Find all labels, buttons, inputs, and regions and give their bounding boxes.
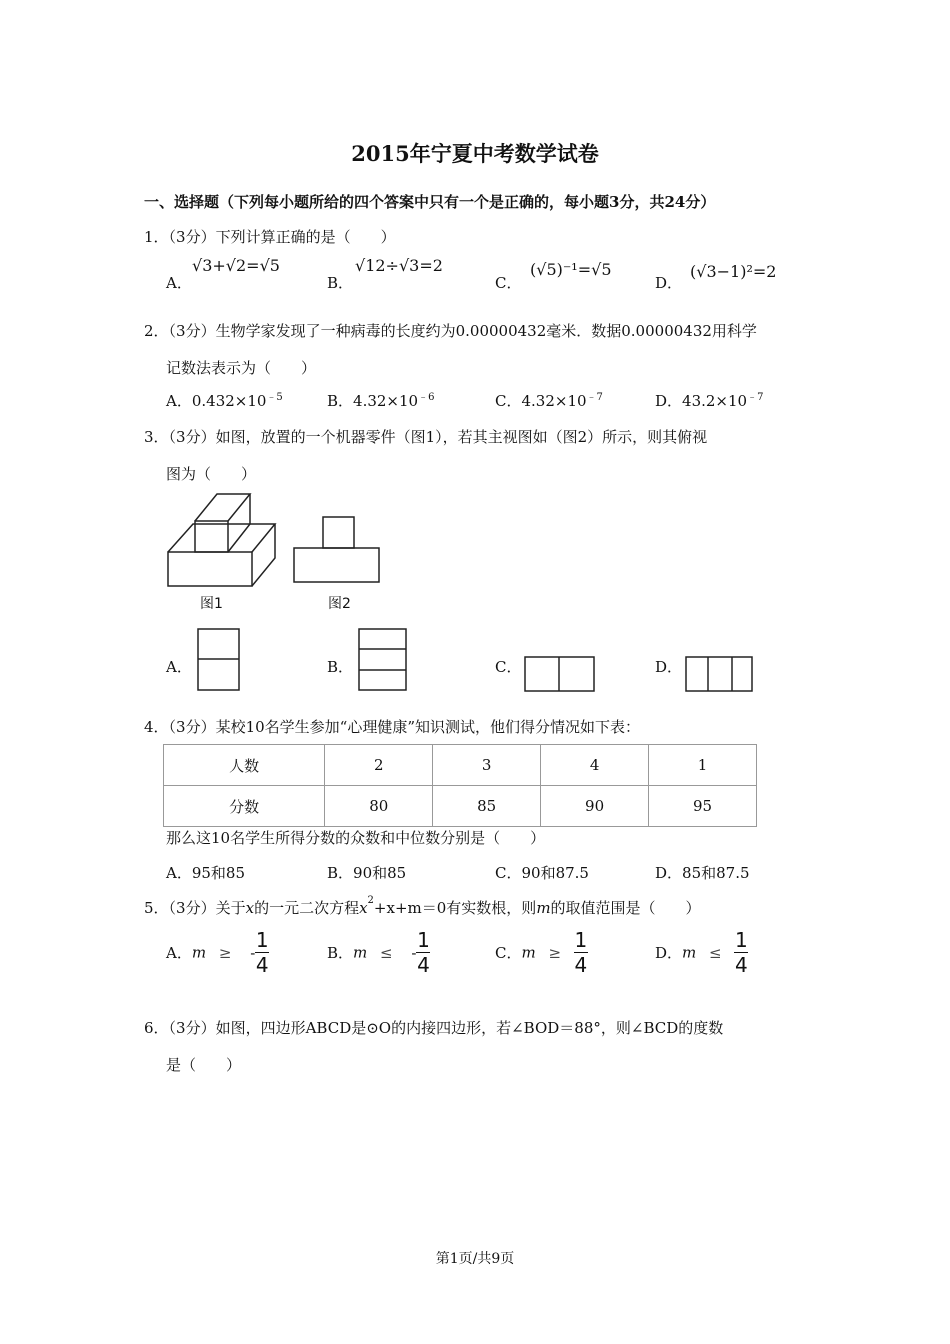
q2-option-d: D．$43.2\times 10^{﹣7}$ (655, 392, 764, 410)
q1-option-a-expr: √3+√2=√5 (192, 256, 280, 275)
section-heading: 一、选择题（下列每小题所给的四个答案中只有一个是正确的，每小题3分，共24分） (144, 193, 716, 211)
q1-option-a-label: A． (166, 274, 192, 292)
q4-option-b: B．90和85 (327, 864, 407, 882)
q5-option-c: C．m ≥ $\frac{1}{4}$ (495, 928, 588, 977)
q5-stem: 5．（3分）关于x的一元二次方程$x^2+x+m=0$有实数根，则m的取值范围是（ ） (144, 895, 701, 917)
q1-option-c-label: C． (495, 274, 522, 292)
q3-option-d-label: D． (655, 658, 683, 676)
q3-option-b-figure (358, 628, 408, 692)
q1-option-b-label: B． (327, 274, 354, 292)
q4-stem: 4．（3分）某校10名学生参加“心理健康”知识测试，他们得分情况如下表： (144, 718, 641, 736)
q1-option-b-expr: √12÷√3=2 (355, 256, 443, 275)
figure-1-machine-part (160, 488, 290, 588)
q4-option-d: D．85和87.5 (655, 864, 750, 882)
q4-question: 那么这10名学生所得分数的众数和中位数分别是（ ） (166, 829, 546, 847)
q2-stem-line1: 2．（3分）生物学家发现了一种病毒的长度约为0.00000432毫米．数据0.00000432用科学 (144, 322, 757, 340)
q3-option-c-label: C． (495, 658, 522, 676)
q3-stem-line2: 图为（ ） (166, 465, 257, 483)
table-cell: 80 (325, 786, 433, 827)
table-cell: 分数 (164, 786, 325, 827)
figure-2-caption: 图2 (328, 596, 351, 612)
q5-option-a: A．m ≥ - $\frac{1}{4}$ (166, 928, 269, 977)
q5-option-d: D．m ≤ $\frac{1}{4}$ (655, 928, 748, 977)
table-cell: 人数 (164, 745, 325, 786)
page-title: 2015年宁夏中考数学试卷 (351, 141, 599, 166)
table-row (164, 786, 757, 827)
q1-option-d-expr: (√3−1)²=2 (690, 262, 777, 281)
table-cell: 4 (541, 745, 649, 786)
table-row (164, 745, 757, 786)
table-cell: 90 (541, 786, 649, 827)
q2-option-c: C．$4.32\times 10^{﹣7}$ (495, 392, 603, 410)
q3-option-b-label: B． (327, 658, 354, 676)
q1-option-d-label: D． (655, 274, 683, 292)
table-cell: 95 (649, 786, 757, 827)
q2-option-b: B．$4.32\times 10^{﹣6}$ (327, 392, 435, 410)
q6-stem-line1: 6．（3分）如图，四边形ABCD是⊙O的内接四边形，若∠BOD＝88°，则∠BCD的度数 (144, 1019, 724, 1037)
q3-option-c-figure (524, 656, 596, 694)
q2-option-a: A．$0.432\times 10^{﹣5}$ (166, 392, 283, 410)
q1-stem: 1．（3分）下列计算正确的是（ ） (144, 228, 396, 246)
q3-option-d-figure (685, 656, 755, 694)
q3-stem-line1: 3．（3分）如图，放置的一个机器零件（图1），若其主视图如（图2）所示，则其俯视 (144, 428, 708, 446)
q3-option-a-label: A． (166, 658, 192, 676)
table-cell: 2 (325, 745, 433, 786)
page-footer: 第1页/共9页 (435, 1251, 515, 1267)
q4-option-c: C．90和87.5 (495, 864, 589, 882)
figure-1-caption: 图1 (200, 596, 223, 612)
q2-stem-line2: 记数法表示为（ ） (166, 359, 317, 377)
q6-stem-line2: 是（ ） (166, 1056, 242, 1074)
q1-option-c-expr: (√5)⁻¹=√5 (530, 260, 612, 279)
table-cell: 1 (649, 745, 757, 786)
score-table (163, 744, 757, 827)
q4-option-a: A．95和85 (166, 864, 246, 882)
figure-2-front-view (290, 514, 385, 586)
q5-option-b: B．m ≤ - $\frac{1}{4}$ (327, 928, 430, 977)
table-cell: 85 (433, 786, 541, 827)
q3-option-a-figure (197, 628, 241, 692)
table-cell: 3 (433, 745, 541, 786)
